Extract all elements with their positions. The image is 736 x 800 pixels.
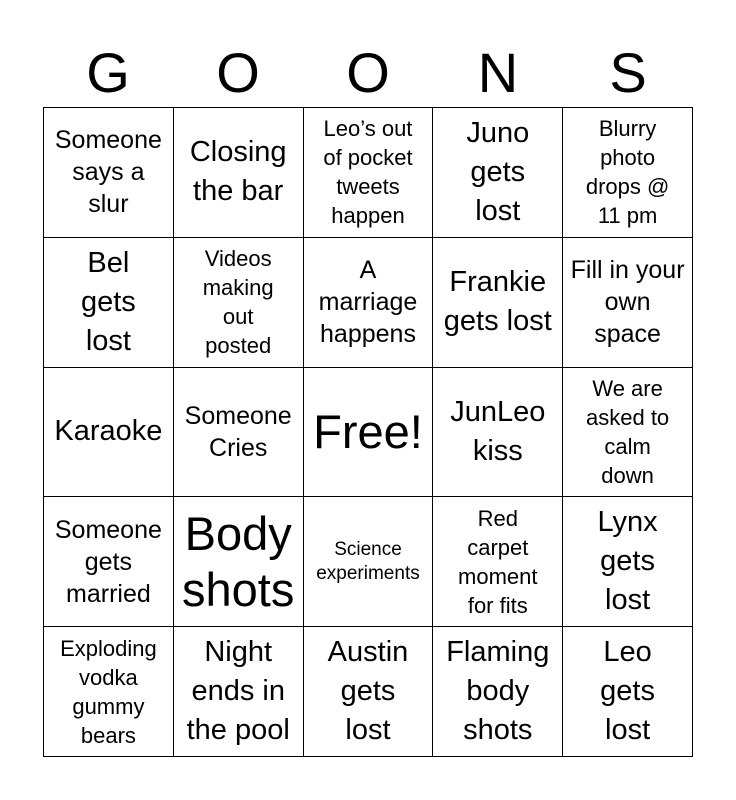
cell-text: Fill in your own space bbox=[570, 256, 685, 349]
bingo-cell[interactable] bbox=[433, 238, 563, 368]
bingo-cell[interactable] bbox=[304, 627, 434, 757]
bingo-cell[interactable] bbox=[174, 497, 304, 627]
header-letter-n: N bbox=[477, 41, 519, 104]
header-letter-o2: O bbox=[346, 41, 390, 104]
bingo-cell[interactable] bbox=[174, 627, 304, 757]
cell-text: Austin gets lost bbox=[327, 636, 409, 747]
cell-text: Someone says a slur bbox=[54, 126, 162, 219]
bingo-cell[interactable] bbox=[563, 497, 693, 627]
bingo-cell[interactable] bbox=[44, 497, 174, 627]
bingo-cell[interactable] bbox=[304, 238, 434, 368]
cell-text: Flaming body shots bbox=[446, 636, 550, 747]
bingo-cell[interactable] bbox=[433, 497, 563, 627]
cell-text: Karaoke bbox=[54, 415, 163, 448]
bingo-cell[interactable] bbox=[563, 238, 693, 368]
bingo-cell[interactable] bbox=[563, 108, 693, 238]
cell-text: Exploding vodka gummy bears bbox=[60, 635, 157, 748]
bingo-board bbox=[43, 107, 693, 757]
cell-text: Blurry photo drops @ 11 pm bbox=[585, 116, 670, 229]
header-letter-g: G bbox=[86, 41, 130, 104]
cell-text: A marriage happens bbox=[318, 256, 418, 349]
cell-text: Frankie gets lost bbox=[443, 266, 552, 338]
bingo-header bbox=[43, 40, 693, 106]
header-letter-s: S bbox=[609, 41, 647, 104]
bingo-cell[interactable] bbox=[304, 368, 434, 498]
cell-text: Someone Cries bbox=[184, 401, 292, 462]
bingo-cell[interactable] bbox=[44, 368, 174, 498]
cell-text: We are asked to calm down bbox=[586, 375, 670, 488]
bingo-cell[interactable] bbox=[563, 627, 693, 757]
bingo-cell[interactable] bbox=[433, 108, 563, 238]
bingo-cell[interactable] bbox=[433, 627, 563, 757]
cell-text: Free! bbox=[313, 404, 423, 458]
cell-text: Red carpet moment for fits bbox=[458, 505, 538, 618]
bingo-cell[interactable] bbox=[174, 108, 304, 238]
bingo-cell[interactable] bbox=[44, 108, 174, 238]
bingo-cell[interactable] bbox=[174, 368, 304, 498]
cell-text: Bel gets lost bbox=[80, 246, 136, 357]
cell-text: Lynx gets lost bbox=[597, 506, 658, 617]
header-letter-o1: O bbox=[216, 41, 260, 104]
cell-text: Someone gets married bbox=[54, 515, 162, 608]
cell-text: Videos making out posted bbox=[202, 246, 274, 359]
cell-text: Leo’s out of pocket tweets happen bbox=[323, 116, 413, 229]
bingo-cell[interactable] bbox=[304, 497, 434, 627]
bingo-cell[interactable] bbox=[44, 627, 174, 757]
cell-text: Science experiments bbox=[316, 538, 420, 584]
cell-text: Juno gets lost bbox=[466, 116, 530, 227]
cell-text: Leo gets lost bbox=[600, 636, 655, 747]
cell-text: Body shots bbox=[182, 506, 295, 616]
cell-text: JunLeo kiss bbox=[450, 395, 546, 467]
bingo-cell[interactable] bbox=[563, 368, 693, 498]
cell-text: Night ends in the pool bbox=[186, 636, 290, 747]
cell-text: Closing the bar bbox=[189, 136, 287, 208]
bingo-cell[interactable] bbox=[433, 368, 563, 498]
bingo-cell[interactable] bbox=[44, 238, 174, 368]
bingo-cell[interactable] bbox=[304, 108, 434, 238]
bingo-cell[interactable] bbox=[174, 238, 304, 368]
